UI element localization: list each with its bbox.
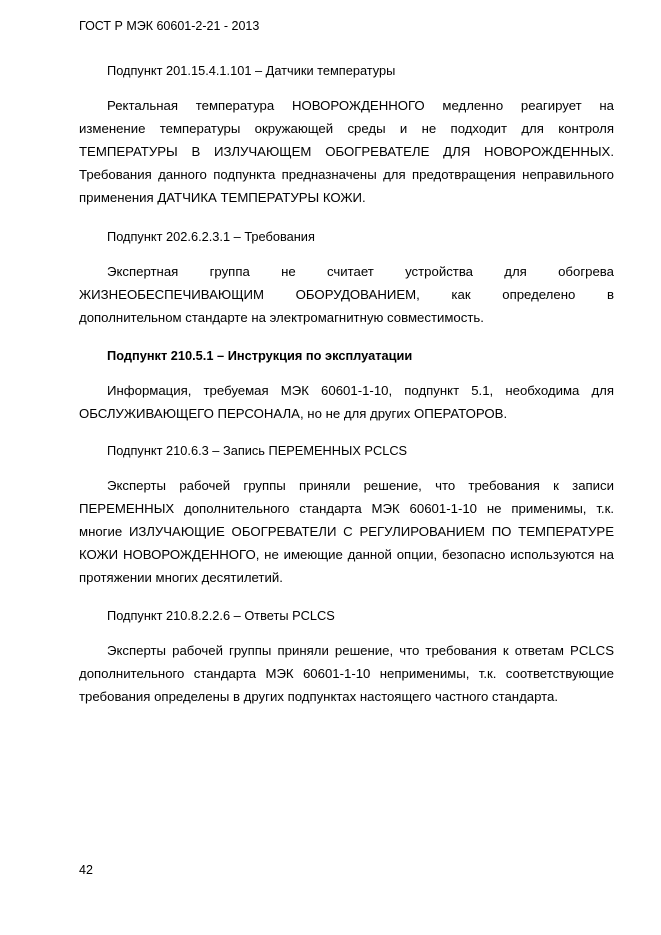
paragraph-line: ТЕМПЕРАТУРЫ В ИЗЛУЧАЮЩЕМ ОБОГРЕВАТЕЛЕ ДЛЯ НОВОРОЖДЕННЫХ. (79, 144, 614, 159)
section-paragraph-202-6-2-3-1 (79, 260, 614, 329)
section-heading-210-8-2-2-6: Подпункт 210.8.2.2.6 – Ответы PCLCS (107, 608, 335, 623)
paragraph-line: ЖИЗНЕОБЕСПЕЧИВАЮЩИМ ОБОРУДОВАНИЕМ, как определено в (79, 287, 614, 302)
section-paragraph-210-8-2-2-6 (79, 639, 614, 708)
section-paragraph-210-6-3 (79, 474, 614, 589)
section-paragraph-210-5-1 (79, 379, 614, 425)
section-heading-202-6-2-3-1: Подпункт 202.6.2.3.1 – Требования (107, 229, 315, 244)
section-heading-201-15-4-1-101: Подпункт 201.15.4.1.101 – Датчики температуры (107, 63, 396, 78)
paragraph-line: ОБСЛУЖИВАЮЩЕГО ПЕРСОНАЛА, но не для других ОПЕРАТОРОВ. (79, 406, 508, 421)
document-header: ГОСТ Р МЭК 60601-2-21 - 2013 (79, 19, 260, 33)
section-heading-210-6-3: Подпункт 210.6.3 – Запись ПЕРЕМЕННЫХ PCLCS (107, 443, 408, 458)
paragraph-line: ПЕРЕМЕННЫХ дополнительного стандарта МЭК 60601-1-10 не применимы, т.к. (79, 501, 614, 516)
paragraph-line: требования определены в других подпунктах настоящего частного стандарта. (79, 689, 559, 704)
section-heading-210-5-1: Подпункт 210.5.1 – Инструкция по эксплуатации (107, 348, 413, 363)
paragraph-line: Экспертная группа не считает устройства для обогрева (107, 264, 614, 279)
paragraph-line: КОЖИ НОВОРОЖДЕННОГО, не имеющие данной опции, безопасно используются на (79, 547, 614, 562)
paragraph-line: применения ДАТЧИКА ТЕМПЕРАТУРЫ КОЖИ. (79, 190, 366, 205)
paragraph-line: изменение температуры окружающей среды и не подходит для контроля (79, 121, 614, 136)
paragraph-line: Информация, требуемая МЭК 60601-1-10, подпункт 5.1, необходима для (107, 383, 614, 398)
paragraph-line: протяжении многих десятилетий. (79, 570, 283, 585)
paragraph-line: Требования данного подпункта предназначены для предотвращения неправильного (79, 167, 614, 182)
page-number: 42 (79, 863, 93, 877)
paragraph-line: дополнительном стандарте на электромагнитную совместимость. (79, 310, 484, 325)
section-paragraph-201-15-4-1-101 (79, 94, 614, 209)
paragraph-line: многие ИЗЛУЧАЮЩИЕ ОБОГРЕВАТЕЛИ С РЕГУЛИРОВАНИЕМ ПО ТЕМПЕРАТУРЕ (79, 524, 614, 539)
paragraph-line: дополнительного стандарта МЭК 60601-1-10 неприменимы, т.к. соответствующие (79, 666, 614, 681)
paragraph-line: Эксперты рабочей группы приняли решение, что требования к записи (107, 478, 614, 493)
paragraph-line: Эксперты рабочей группы приняли решение, что требования к ответам PCLCS (107, 643, 614, 658)
paragraph-line: Ректальная температура НОВОРОЖДЕННОГО медленно реагирует на (107, 98, 614, 113)
